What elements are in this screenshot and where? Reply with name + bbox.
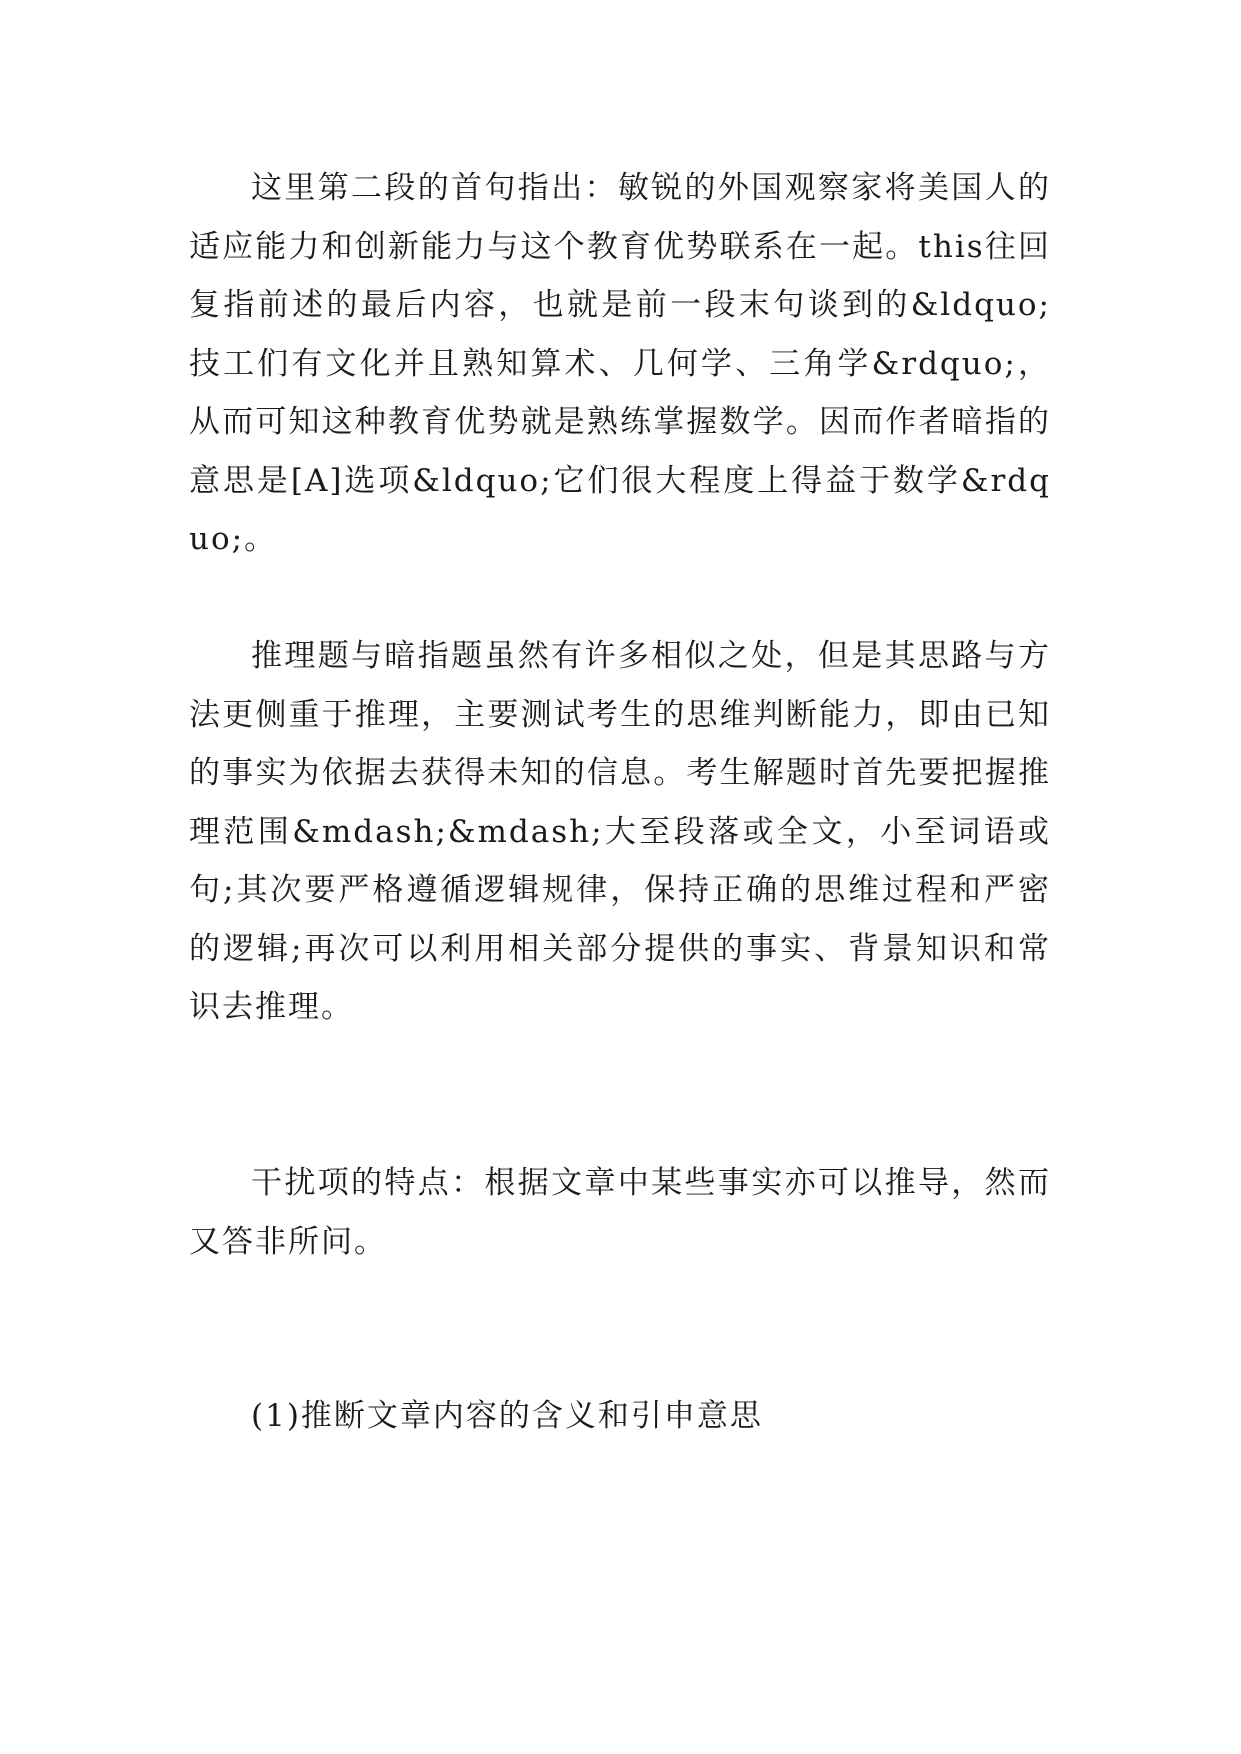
paragraph-section-heading: (1)推断文章内容的含义和引申意思 (251, 1398, 763, 1434)
paragraph-inference-example: 这里第二段的首句指出：敏锐的外国观察家将美国人的适应能力和创新能力与这个教育优势联系在一起。this往回复指前述的最后内容，也就是前一段末句谈到的&ldquo;技工们有文化并且熟知算术、几何学、三角学&rdquo;，从而可知这种教育优势就是熟练掌握数学。因而作者暗指的意思是[A]选项&ldquo;它们很大程度上得益于数学&rdquo;。 (189, 170, 1051, 557)
paragraph-inference-method: 推理题与暗指题虽然有许多相似之处，但是其思路与方法更侧重于推理，主要测试考生的思维判断能力，即由已知的事实为依据去获得未知的信息。考生解题时首先要把握推理范围&mdash;&mdash;大至段落或全文，小至词语或句;其次要严格遵循逻辑规律，保持正确的思维过程和严密的逻辑;再次可以利用相关部分提供的事实、背景知识和常识去推理。 (189, 638, 1051, 1025)
paragraph-distractor-features: 干扰项的特点：根据文章中某些事实亦可以推导，然而又答非所问。 (189, 1165, 1051, 1260)
